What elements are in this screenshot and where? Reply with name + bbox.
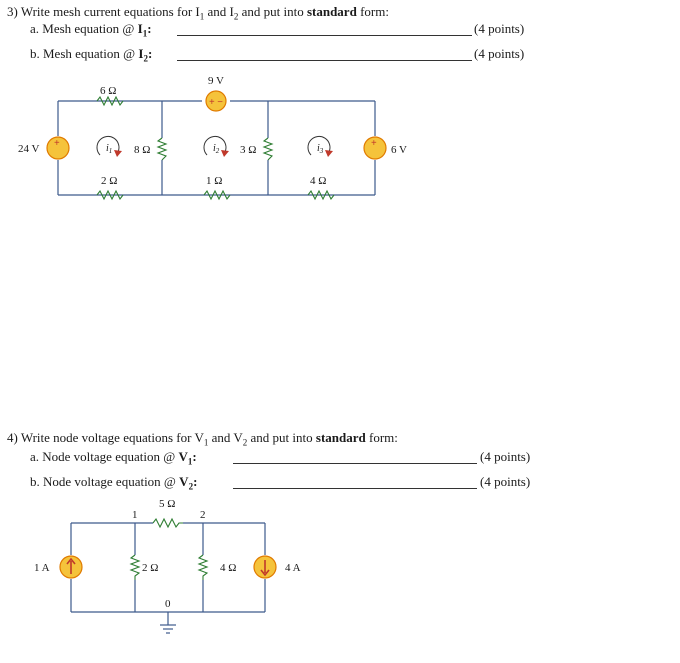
- resistor-4ohm-shunt: [199, 555, 207, 580]
- source-9v-polarity-icon: + −: [209, 97, 223, 108]
- resistor-4ohm-label: 4 Ω: [310, 175, 327, 187]
- resistor-2ohm-label: 2 Ω: [101, 175, 118, 187]
- q3a-label: a. Mesh equation @ $I_1$:: [30, 21, 152, 39]
- resistor-1ohm-label: 1 Ω: [206, 175, 223, 187]
- mesh-current-i1-label: $i_1$: [106, 143, 113, 155]
- q4-title: 4) Write node voltage equations for $V_1$ and $V_2$ and put into standard form:: [7, 430, 398, 448]
- q3b-points: (4 points): [474, 46, 525, 61]
- mesh-current-i2-label: $i_2$: [213, 143, 220, 155]
- current-source-1a-label: 1 A: [34, 562, 50, 574]
- resistor-2ohm-shunt-label: 2 Ω: [142, 562, 159, 574]
- resistor-3ohm-label: 3 Ω: [240, 144, 257, 156]
- q3-title: 3) Write mesh current equations for $I_1$ and $I_2$ and put into standard form:: [7, 4, 389, 22]
- q3b-label: b. Mesh equation @ $I_2$:: [30, 46, 153, 64]
- source-6v-polarity-icon: +: [371, 138, 377, 149]
- q4b-label: b. Node voltage equation @ $V_2$:: [30, 474, 198, 492]
- q4b-points: (4 points): [480, 474, 531, 489]
- source-24v-polarity-icon: +: [54, 138, 60, 149]
- q3a-points: (4 points): [474, 21, 525, 36]
- resistor-6ohm-label: 6 Ω: [100, 85, 117, 97]
- resistor-2ohm-shunt: [131, 555, 139, 580]
- node-2-label: 2: [200, 509, 206, 521]
- current-source-4a-label: 4 A: [285, 562, 301, 574]
- q4a-points: (4 points): [480, 449, 531, 464]
- node-0-label: 0: [165, 598, 171, 610]
- node-1-label: 1: [132, 509, 138, 521]
- source-9v-label: 9 V: [208, 75, 224, 87]
- resistor-4ohm-shunt-label: 4 Ω: [220, 562, 237, 574]
- ground-icon: [160, 625, 176, 633]
- resistor-5ohm: [153, 519, 183, 527]
- mesh-current-i3-label: $i_3$: [317, 143, 324, 155]
- q4a-label: a. Node voltage equation @ $V_1$:: [30, 449, 197, 467]
- source-6v-label: 6 V: [391, 144, 407, 156]
- resistor-8ohm-label: 8 Ω: [134, 144, 151, 156]
- source-24v-label: 24 V: [18, 143, 40, 155]
- resistor-5ohm-label: 5 Ω: [159, 498, 176, 510]
